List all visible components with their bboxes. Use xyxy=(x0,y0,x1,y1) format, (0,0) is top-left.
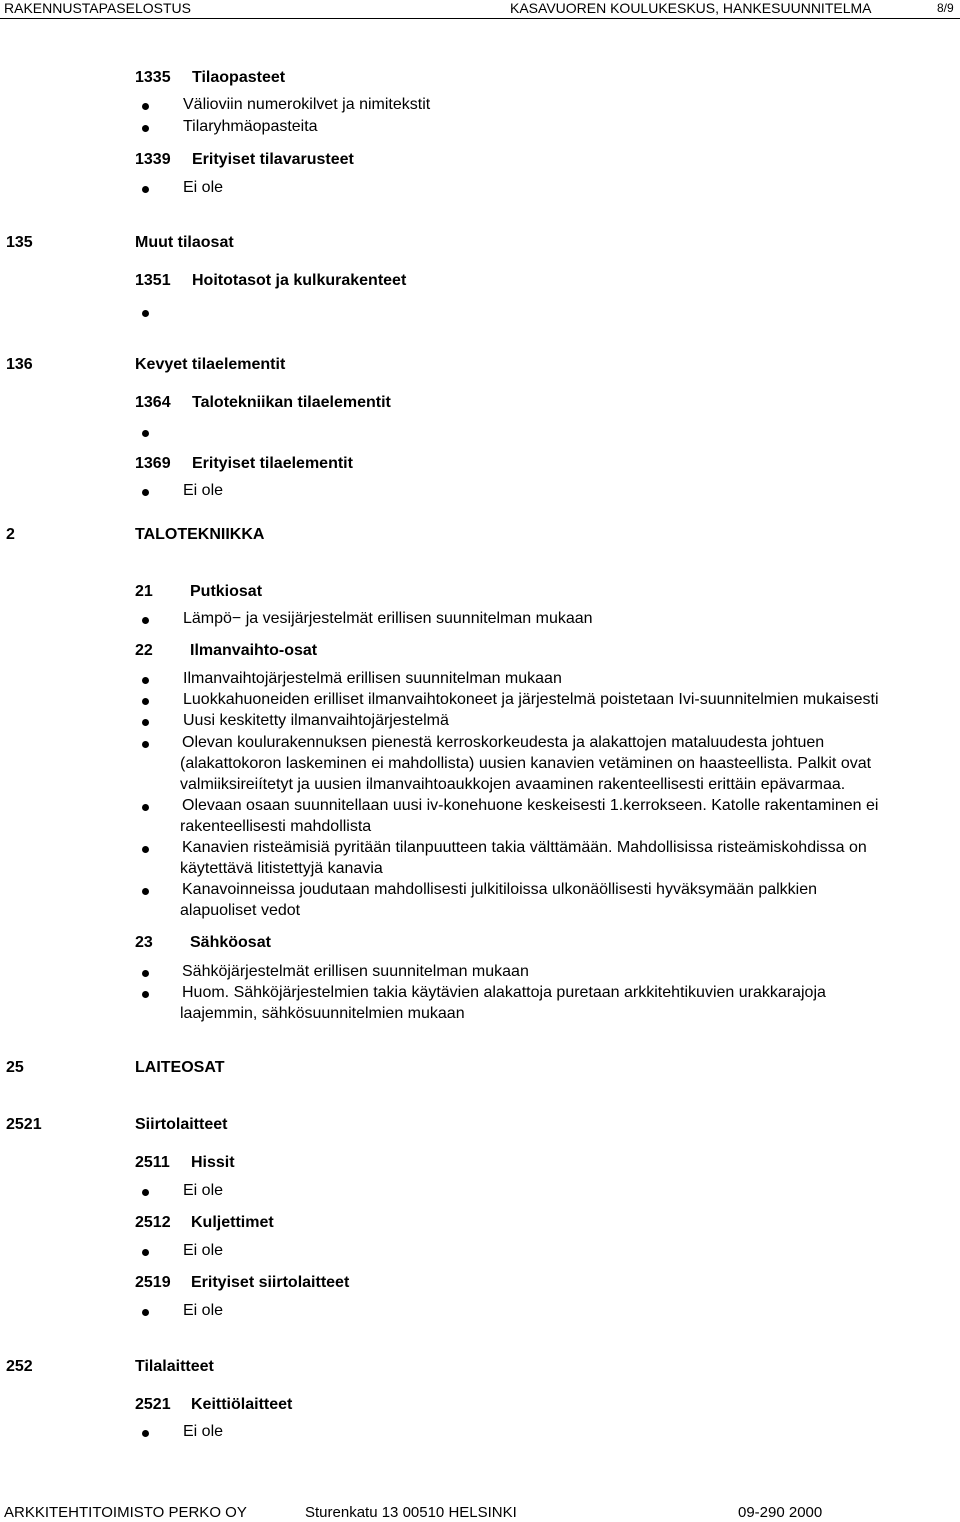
section-title: Tilalaitteet xyxy=(135,1358,214,1375)
list-item: Välioviin numerokilvet ja nimitekstit xyxy=(183,96,431,113)
section-number: 1351 xyxy=(135,272,171,289)
list-item: Ei ole xyxy=(183,1182,224,1199)
bullet-icon xyxy=(142,430,149,437)
bullet-icon xyxy=(142,991,149,998)
list-item: Ilmanvaihtojärjestelmä erillisen suunnitelman mukaan xyxy=(183,670,562,687)
section-number: 21 xyxy=(135,583,153,600)
header-rule xyxy=(0,18,960,19)
list-item: Ei ole xyxy=(183,179,224,196)
list-item: Ei ole xyxy=(183,1302,224,1319)
section-title: Hissit xyxy=(191,1154,235,1171)
bullet-icon xyxy=(142,846,149,853)
section-title: Hoitotasot ja kulkurakenteet xyxy=(192,272,407,289)
section-number: 252 xyxy=(6,1358,33,1375)
bullet-icon xyxy=(142,617,149,624)
list-item-continuation: laajemmin, sähkösuunnitelmien mukaan xyxy=(180,1005,465,1022)
list-item: Ei ole xyxy=(183,1242,224,1259)
list-item: Ei ole xyxy=(183,1423,224,1440)
section-title: Ilmanvaihto-osat xyxy=(190,642,318,659)
section-title: TALOTEKNIIKKA xyxy=(135,526,265,543)
section-title: Keittiölaitteet xyxy=(191,1396,293,1413)
list-item: Huom. Sähköjärjestelmien takia käytävien alakattoja puretaan arkkitehtikuvien urakkarajoja xyxy=(182,984,826,1001)
list-item: Kanavien risteämisiä pyritään tilanpuutteen takia välttämään. Mahdollisissa risteämiskohdissa on xyxy=(182,839,867,856)
section-title: LAITEOSAT xyxy=(135,1059,225,1076)
section-title: Erityiset tilaelementit xyxy=(192,455,353,472)
list-item: Uusi keskitetty ilmanvaihtojärjestelmä xyxy=(183,712,449,729)
bullet-icon xyxy=(142,186,149,193)
header-page-number: 8/9 xyxy=(937,1,954,15)
bullet-icon xyxy=(142,103,149,110)
section-title: Muut tilaosat xyxy=(135,234,234,251)
section-number: 136 xyxy=(6,356,33,373)
section-title: Erityiset siirtolaitteet xyxy=(191,1274,350,1291)
list-item-continuation: rakenteellisesti mahdollista xyxy=(180,818,372,835)
bullet-icon xyxy=(142,804,149,811)
bullet-icon xyxy=(142,1189,149,1196)
section-title: Erityiset tilavarusteet xyxy=(192,151,354,168)
section-title: Kuljettimet xyxy=(191,1214,274,1231)
list-item: Tilaryhmäopasteita xyxy=(183,118,318,135)
header-project-title: KASAVUOREN KOULUKESKUS, HANKESUUNNITELMA xyxy=(510,0,872,16)
bullet-icon xyxy=(142,1309,149,1316)
list-item-continuation: alapuoliset vedot xyxy=(180,902,301,919)
section-number: 2519 xyxy=(135,1274,171,1291)
footer-address: Sturenkatu 13 00510 HELSINKI xyxy=(305,1504,517,1521)
section-number: 25 xyxy=(6,1059,24,1076)
list-item-continuation: valmiiksireiítetyt ja uusien ilmanvaihtoaukkojen avaaminen rakenteellisesti erittäin epävarmaa. xyxy=(180,776,846,793)
bullet-icon xyxy=(142,698,149,705)
section-number: 22 xyxy=(135,642,153,659)
bullet-icon xyxy=(142,677,149,684)
list-item: Kanavoinneissa joudutaan mahdollisesti julkitiloissa ulkonäöllisesti hyväksymään palkkien xyxy=(182,881,818,898)
list-item: Olevaan osaan suunnitellaan uusi iv-konehuone keskeisesti 1.kerrokseen. Katolle rakentaminen ei xyxy=(182,797,879,814)
section-title: Sähköosat xyxy=(190,934,271,951)
header-doc-type: RAKENNUSTAPASELOSTUS xyxy=(4,0,191,16)
list-item: Ei ole xyxy=(183,482,224,499)
bullet-icon xyxy=(142,970,149,977)
bullet-icon xyxy=(142,1249,149,1256)
section-number: 1339 xyxy=(135,151,171,168)
section-number: 2512 xyxy=(135,1214,171,1231)
footer-company: ARKKITEHTITOIMISTO PERKO OY xyxy=(4,1504,247,1521)
bullet-icon xyxy=(142,489,149,496)
bullet-icon xyxy=(142,1430,149,1437)
bullet-icon xyxy=(142,125,149,132)
section-title: Kevyet tilaelementit xyxy=(135,356,286,373)
section-number: 23 xyxy=(135,934,153,951)
section-title: Talotekniikan tilaelementit xyxy=(192,394,391,411)
bullet-icon xyxy=(142,310,149,317)
bullet-icon xyxy=(142,719,149,726)
list-item: Lämpö− ja vesijärjestelmät erillisen suunnitelman mukaan xyxy=(183,610,593,627)
list-item-continuation: käytettävä litistettyjä kanavia xyxy=(180,860,383,877)
section-number: 1369 xyxy=(135,455,171,472)
section-title: Putkiosat xyxy=(190,583,263,600)
list-item: Olevan koulurakennuksen pienestä kerroskorkeudesta ja alakattojen mataluudesta johtuen xyxy=(182,734,825,751)
section-title: Tilaopasteet xyxy=(192,69,286,86)
list-item: Luokkahuoneiden erilliset ilmanvaihtokoneet ja järjestelmä poistetaan Ivi-suunnitelmien mukaisesti xyxy=(183,691,879,708)
footer-phone: 09-290 2000 xyxy=(738,1504,823,1521)
section-number: 2521 xyxy=(135,1396,171,1413)
section-number: 135 xyxy=(6,234,33,251)
bullet-icon xyxy=(142,741,149,748)
section-number: 1364 xyxy=(135,394,171,411)
section-number: 2521 xyxy=(6,1116,42,1133)
list-item: Sähköjärjestelmät erillisen suunnitelman mukaan xyxy=(182,963,529,980)
bullet-icon xyxy=(142,888,149,895)
list-item-continuation: (alakattokoron laskeminen ei mahdollista) uusien kanavien vetäminen on haasteellista. Palkit ovat xyxy=(180,755,872,772)
section-number: 2511 xyxy=(135,1154,170,1171)
section-title: Siirtolaitteet xyxy=(135,1116,228,1133)
section-number: 1335 xyxy=(135,69,171,86)
section-number: 2 xyxy=(6,526,15,543)
